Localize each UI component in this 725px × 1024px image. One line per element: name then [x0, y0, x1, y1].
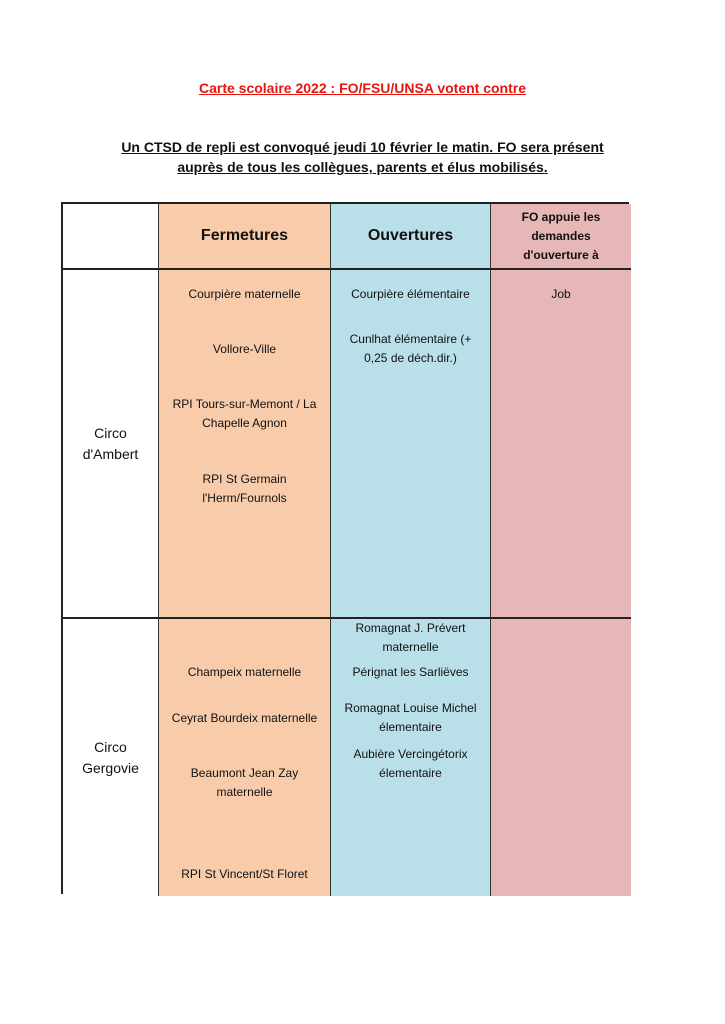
list-item: RPI St Vincent/St Floret — [181, 867, 308, 881]
list-item: Ceyrat Bourdeix maternelle — [171, 711, 318, 725]
ambert-fo-cell — [491, 270, 631, 619]
list-item: Romagnat Louise Michel élementaire — [344, 701, 477, 734]
header-fo-demandes: FO appuie les demandes d'ouverture à — [491, 204, 631, 270]
circo-gergovie-label: Circo Gergovie — [63, 619, 159, 896]
list-item: Beaumont Jean Zay maternelle — [190, 766, 299, 799]
header-empty-cell — [63, 204, 159, 270]
list-item: Cunlhat élémentaire (+ 0,25 de déch.dir.) — [349, 332, 472, 365]
list-item: Courpière élémentaire — [351, 287, 470, 301]
gergovie-fermetures-cell — [159, 619, 331, 896]
header-ouvertures: Ouvertures — [331, 204, 491, 270]
subtitle-line-1: Un CTSD de repli est convoqué jeudi 10 février le matin. FO sera présent — [121, 139, 604, 155]
header-fermetures: Fermetures — [159, 204, 331, 270]
document-subtitle — [60, 137, 665, 177]
list-item: Vollore-Ville — [212, 342, 277, 356]
document-title: Carte scolaire 2022 : FO/FSU/UNSA votent contre — [198, 80, 527, 96]
ambert-fermetures-cell — [159, 270, 331, 619]
gergovie-ouvertures-cell — [331, 619, 491, 896]
list-item: Romagnat J. Prévert maternelle — [355, 621, 466, 654]
list-item: Pérignat les Sarliëves — [352, 665, 469, 679]
gergovie-fo-cell — [491, 619, 631, 896]
carte-scolaire-table — [61, 202, 629, 894]
subtitle-line-2: auprès de tous les collègues, parents et élus mobilisés. — [177, 159, 548, 175]
list-item: Job — [551, 287, 571, 301]
list-item: Champeix maternelle — [187, 665, 302, 679]
ambert-ouvertures-cell — [331, 270, 491, 619]
list-item: RPI Tours-sur-Memont / La Chapelle Agnon — [172, 397, 317, 430]
circo-ambert-label: Circo d'Ambert — [63, 270, 159, 619]
list-item: Courpière maternelle — [188, 287, 301, 301]
list-item: Aubière Vercingétorix élementaire — [353, 747, 468, 780]
list-item: RPI St Germain l'Herm/Fournols — [202, 472, 287, 505]
